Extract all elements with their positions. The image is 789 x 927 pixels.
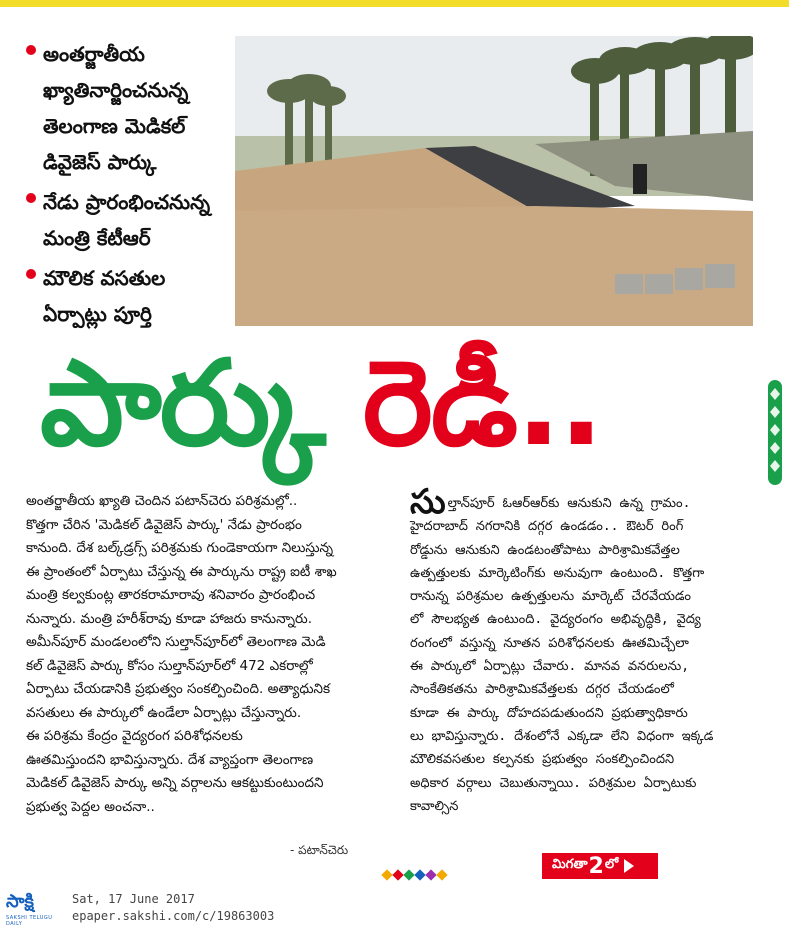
decorative-diamonds [383,871,446,879]
article-right-column [410,482,755,818]
bullet-icon [26,269,36,279]
highlight-text: అంతర్జాతీయ ఖ్యాతినార్జించనున్న తెలంగాణ మెడికల్ డివైజెస్ పార్కు [43,42,189,174]
article-left-column: అంతర్జాతీయ ఖ్యాతి చెందిన పటాన్‌చెరు పరిశ్రమల్లో.. కొత్తగా చేరిన 'మెడికల్ డివైజెస్ పార్కు' నేడు ప్రారంభం కానుంది. దేశ బల్క్‌డ్రగ్స్ పరిశ్రమకు గుండెకాయగా నిలుస్తున్న ఈ ప్రాంతంలో ఏర్పాటు చేస్తున్న ఈ పార్కును రాష్ట్ర ఐటీ శాఖ మంత్రి కల్వకుంట్ల తారకరామారావు శనివారం ప్రారంభించ నున్నారు. మంత్రి హరీశ్‌రావు కూడా హాజరు కానున్నారు. అమీన్‌పూర్ మండలంలోని సుల్తాన్‌పూర్‌లో తెలంగాణ మెడి కల్ డివైజెస్ పార్కు కోసం సుల్తాన్‌పూర్‌లో 472 ఎకరాల్లో ఏర్పాటు చేయడానికి ప్రభుత్వం సంకల్పించింది. అత్యాధునిక వసతులు ఈ పార్కులో ఉండేలా ఏర్పాట్లు చేస్తున్నారు. ఈ పరిశ్రమ కేంద్రం వైద్యరంగ పరిశోధనలకు ఊతమిస్తుందని భావిస్తున్నారు. దేశ వ్యాప్తంగా తెలంగాణ మెడికల్ డివైజెస్ పార్కు అన్ని వర్గాలను ఆకట్టుకుంటుందని ప్రభుత్వ పెద్దల అంచనా.. [26,493,337,815]
drop-cap: సు [410,482,446,522]
article-right-text: ల్తాన్‌పూర్ ఓఆర్‌ఆర్‌కు ఆనుకుని ఉన్న గ్రామం. హైదరాబాద్ నగరానికి దగ్గర ఉండడం.. ఔటర్ రింగ్ రోడ్డును ఆనుకుని ఉండటంతోపాటు పారిశ్రామికవేత్తల ఉత్పత్తులకు మార్కెటింగ్‌కు అనువుగా ఉంటుంది. కొత్తగా రానున్న పరిశ్రమల ఉత్పత్తులను మార్కెట్ చేరవేయడం లో సౌలభ్యత ఉంటుంది. వైద్యరంగం అభివృద్ధికి, వైద్య రంగంలో వస్తున్న నూతన పరిశోధనలకు ఊతమిచ్చేలా ఈ పార్కులో ఏర్పాట్లు చేవారు. మానవ వనరులను, సాంకేతికతను పారిశ్రామికవేత్తలకు దగ్గర చేయడంలో కూడా ఈ పార్కు దోహదపడుతుందని ప్రభుత్వాధికారు లు భావిస్తున్నారు. దేశంలోనే ఎక్కడా లేని విధంగా ఇక్కడ మౌలికవసతుల కల్పనకు ప్రభుత్వం సంకల్పించిందని అధికార వర్గాలు చెబుతున్నాయి. పరిశ్రమల ఏర్పాటుకు కావాల్సిన [410,496,714,814]
headline [40,323,760,483]
continued-prefix: మిగతా [552,857,588,872]
logo-text: సాక్షి [6,891,34,912]
epaper-url[interactable]: epaper.sakshi.com/c/19863003 [72,909,275,923]
continued-on-page-badge[interactable] [542,853,658,879]
sakshi-logo [6,889,66,925]
headline-green-part: పార్కు [40,334,324,472]
page-footer [0,889,789,927]
highlight-text: మౌలిక వసతుల ఏర్పాట్లు పూర్తి [43,266,166,326]
highlight-item [26,36,241,180]
top-color-bar [0,0,789,7]
edition-date: Sat, 17 June 2017 [72,892,195,906]
continued-suffix: లో [604,857,619,872]
road-photo [235,36,753,326]
highlight-item [26,184,241,256]
highlight-item [26,260,241,332]
highlight-text: నేడు ప్రారంభించనున్న మంత్రి కేటీఆర్ [43,190,211,250]
side-decoration [768,380,782,485]
logo-subtext: SAKSHI TELUGU DAILY [6,915,53,927]
bullet-icon [26,193,36,203]
bullet-icon [26,45,36,55]
play-arrow-icon [624,859,634,873]
article-dateline: - పటాన్‌చెరు [290,843,349,857]
continued-page-number: 2 [588,853,604,879]
headline-red-part: రెడీ.. [362,334,602,472]
highlights-list [26,36,241,336]
